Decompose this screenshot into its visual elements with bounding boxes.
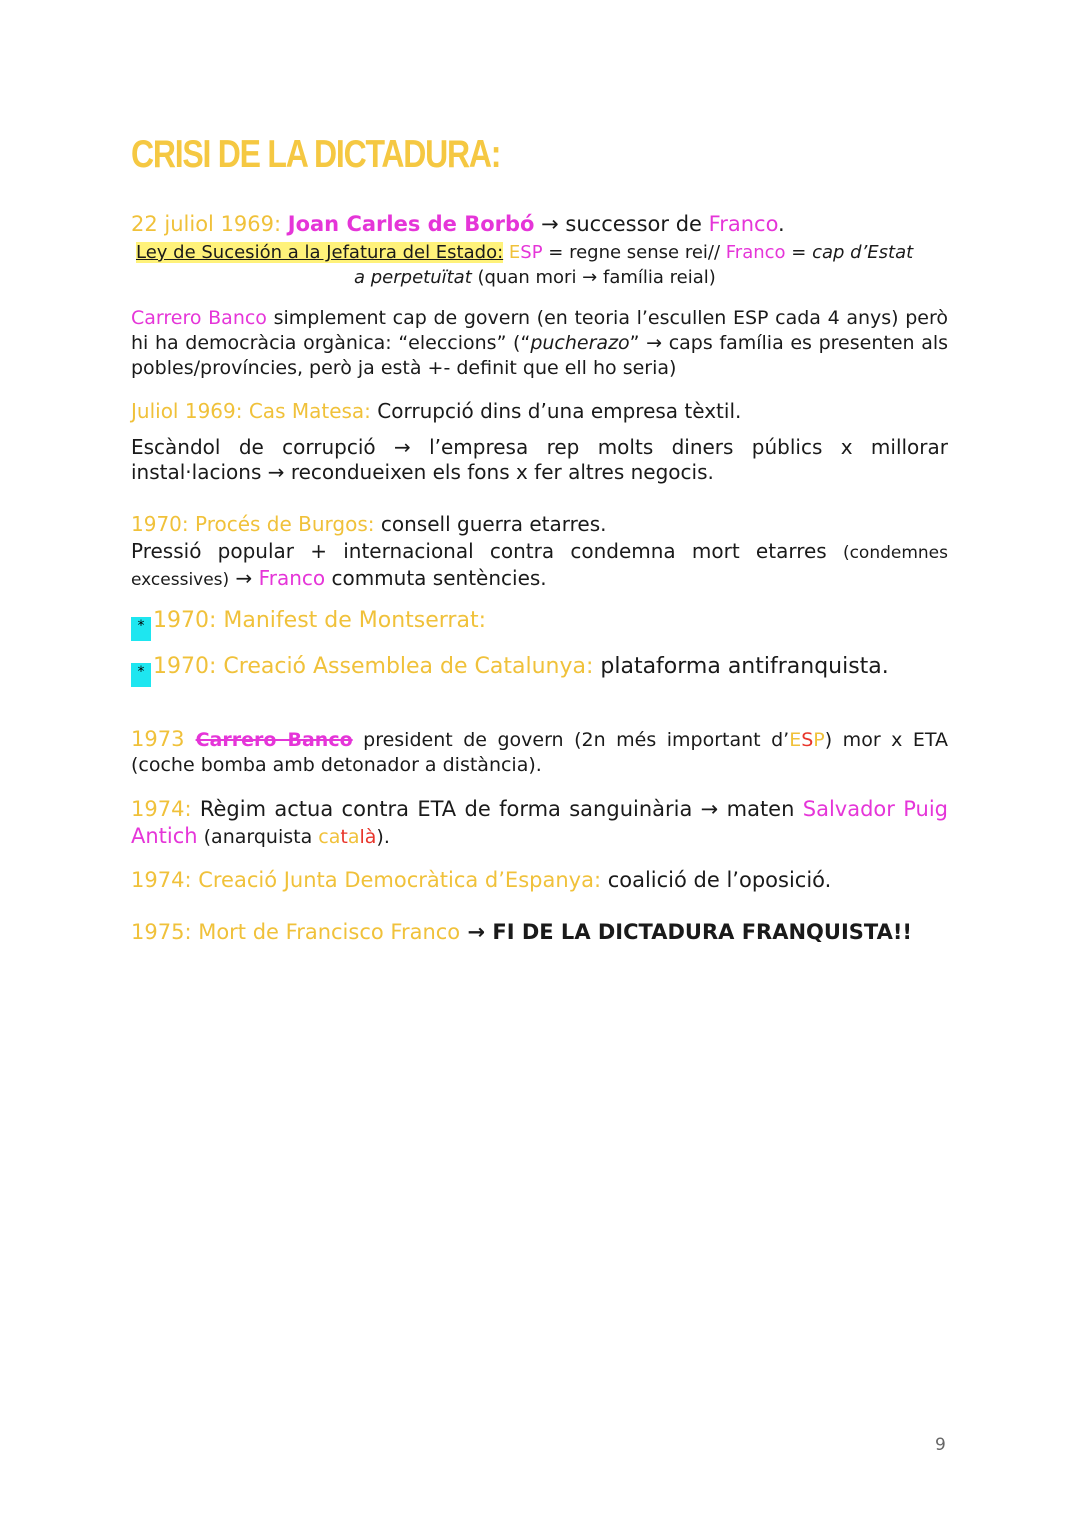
entry-joan-carles: [131, 210, 948, 238]
entry-text: ).: [376, 826, 390, 848]
person-name: Carrero Banco: [195, 729, 353, 751]
entry-matesa: [131, 399, 948, 424]
entry-text: ” → caps família es presenten als pobles/províncies, però ja està +- definit que ell ho seria): [131, 332, 949, 379]
esp-s: S: [801, 729, 814, 751]
catala-ca: ca: [318, 826, 341, 848]
entry-date: 1974:: [131, 797, 192, 821]
page-number: 9: [935, 1435, 946, 1455]
event-name: 1970: Manifest de Montserrat:: [153, 608, 486, 633]
entry-assemblea: [131, 653, 948, 687]
entry-text: coalició de l’oposició.: [601, 868, 832, 892]
person-name: Franco: [725, 242, 786, 263]
catala-aa: à: [364, 826, 377, 848]
entry-text: .: [778, 212, 785, 236]
entry-text: (quan mori → família reial): [471, 267, 716, 288]
entry-date: 1974:: [131, 868, 199, 892]
entry-succession-law-line2: [354, 265, 948, 290]
event-name: Creació Assemblea de Catalunya:: [223, 654, 594, 679]
catala-l: l: [359, 826, 365, 848]
asterisk-marker: *: [131, 663, 151, 687]
entry-date: 22 juliol 1969:: [131, 212, 288, 236]
entry-date: 1973: [131, 727, 196, 751]
entry-date: 1970:: [153, 654, 224, 679]
catala-t: t: [340, 826, 348, 848]
entry-carrero-banco: [131, 306, 948, 381]
person-name: Salvador Puig Antich: [131, 797, 948, 848]
entry-montserrat: [131, 607, 948, 641]
entry-text: Pressió popular + internacional contra condemna mort etarres: [131, 539, 843, 563]
esp-e: E: [789, 729, 802, 751]
event-name: Procés de Burgos:: [195, 512, 375, 536]
emphasis-text: cap d’Estat: [812, 242, 914, 263]
asterisk-marker: *: [131, 617, 151, 641]
entry-text: plataforma antifranquista.: [593, 654, 889, 679]
entry-matesa-detail: Escàndol de corrupció → l’empresa rep molts diners públics x millorar instal·lacions → recondueixen els fons x fer altres negocis.: [131, 435, 948, 484]
entry-franco-death: [131, 918, 948, 946]
entry-text: president de govern (2n més important d’: [352, 729, 790, 751]
entry-burgos-detail: [131, 539, 948, 593]
law-name: Ley de Sucesión a la Jefatura del Estado:: [136, 242, 504, 263]
entry-text: consell guerra etarres.: [374, 512, 607, 536]
entry-succession-law: [136, 240, 948, 265]
esp-p: P: [813, 729, 825, 751]
emphasis-text: pucherazo: [530, 332, 630, 354]
esp-e: E: [508, 242, 521, 263]
page-title: CRISI DE LA DICTADURA:: [131, 133, 501, 176]
conclusion-text: → FI DE LA DICTADURA FRANQUISTA!!: [460, 920, 912, 944]
event-name: Creació Junta Democràtica d’Espanya:: [198, 868, 602, 892]
entry-text: Règim actua contra ETA de forma sanguinària → maten: [191, 797, 803, 821]
entry-text: → successor de: [534, 212, 709, 236]
catala-a: a: [347, 826, 360, 848]
event-name: Cas Matesa:: [248, 399, 371, 423]
entry-text: simplement cap de govern (en teoria l’escullen ESP cada 4 anys) però hi ha democràcia orgànica: “eleccions” (“: [131, 307, 948, 354]
entry-text: Corrupció dins d’una empresa tèxtil.: [370, 399, 742, 423]
entry-date: Juliol 1969:: [131, 399, 249, 423]
person-name: Franco: [708, 212, 779, 236]
esp-sp: SP: [520, 242, 543, 263]
person-name: Joan Carles de Borbó: [287, 212, 535, 236]
emphasis-text: a perpetuïtat: [354, 267, 472, 288]
person-name: Franco: [258, 566, 326, 590]
entry-text: commuta sentències.: [325, 566, 547, 590]
entry-puig-antich: [131, 796, 948, 851]
entry-date: 1975:: [131, 920, 199, 944]
entry-text: =: [785, 242, 813, 263]
event-name: Mort de Francisco Franco: [198, 920, 461, 944]
entry-burgos: [131, 512, 948, 537]
entry-text: ) mor x ETA (coche bomba amb detonador a distància).: [131, 729, 949, 776]
small-text: (condemnes excessives): [131, 543, 948, 590]
entry-text: (anarquista: [197, 826, 319, 848]
entry-text: = regne sense rei//: [542, 242, 726, 263]
arrow: →: [229, 566, 259, 590]
entry-junta: [131, 866, 948, 894]
person-name: Carrero Banco: [131, 307, 267, 329]
entry-carrero-death: [131, 727, 948, 778]
entry-date: 1970:: [131, 512, 195, 536]
